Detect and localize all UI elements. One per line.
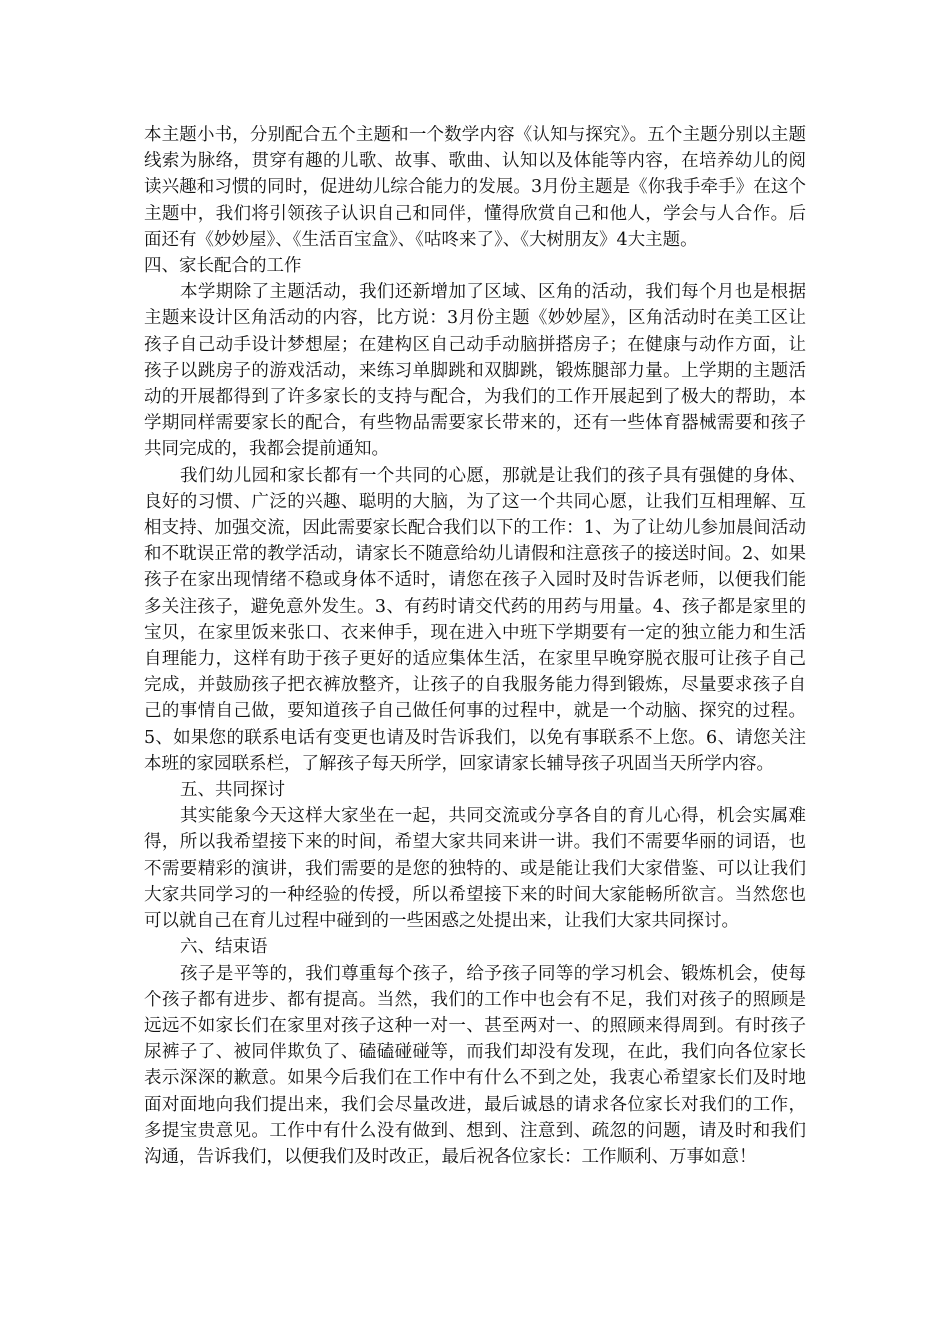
paragraph-area-activities: 本学期除了主题活动，我们还新增加了区域、区角的活动，我们每个月也是根据主题来设计区角活动的内容，比方说：3月份主题《妙妙屋》，区角活动时在美工区让孩子自己动手设计梦想屋；在建构区自己动手动脑拼搭房子；在健康与动作方面，让孩子以跳房子的游戏活动，来练习单脚跳和双脚跳，锻炼腿部力量。上学期的主题活动的开展都得到了许多家长的支持与配合，为我们的工作开展起到了极大的帮助，本学期同样需要家长的配合，有些物品需要家长带来的，还有一些体育器械需要和孩子共同完成的，我都会提前通知。	[144, 282, 806, 460]
heading-parent-cooperation: 四、家长配合的工作	[144, 256, 302, 277]
paragraph-parent-requests: 我们幼儿园和家长都有一个共同的心愿，那就是让我们的孩子具有强健的身体、良好的习惯、广泛的兴趣、聪明的大脑，为了这一个共同心愿，让我们互相理解、互相支持、加强交流，因此需要家长配合我们以下的工作：1、为了让幼儿参加晨间活动和不耽误正常的教学活动，请家长不随意给幼儿请假和注意孩子的接送时间。2、如果孩子在家出现情绪不稳或身体不适时，请您在孩子入园时及时告诉老师，以便我们能多关注孩子，避免意外发生。3、有药时请交代药的用药与用量。4、孩子都是家里的宝贝，在家里饭来张口、衣来伸手，现在进入中班下学期要有一定的独立能力和生活自理能力，这样有助于孩子更好的适应集体生活，在家里早晚穿脱衣服可让孩子自己完成，并鼓励孩子把衣裤放整齐，让孩子的自我服务能力得到锻炼，尽量要求孩子自己的事情自己做，要知道孩子自己做任何事的过程中，就是一个动脑、探究的过程。5、如果您的联系电话有变更也请及时告诉我们，以免有事联系不上您。6、请您关注本班的家园联系栏，了解孩子每天所学，回家请家长辅导孩子巩固当天所学内容。	[144, 465, 806, 774]
document-body	[144, 122, 806, 1170]
heading-closing-remarks: 六、结束语	[180, 937, 268, 958]
paragraph-discussion: 其实能象今天这样大家坐在一起，共同交流或分享各自的育儿心得，机会实属难得，所以我希望接下来的时间，希望大家共同来讲一讲。我们不需要华丽的词语，也不需要精彩的演讲，我们需要的是您的独特的、或是能让我们大家借鉴、可以让我们大家共同学习的一种经验的传授，所以希望接下来的时间大家能畅所欲言。当然您也可以就自己在育儿过程中碰到的一些困惑之处提出来，让我们大家共同探讨。	[144, 806, 806, 932]
paragraph-closing: 孩子是平等的，我们尊重每个孩子，给予孩子同等的学习机会、锻炼机会，使每个孩子都有进步、都有提高。当然，我们的工作中也会有不足，我们对孩子的照顾是远远不如家长们在家里对孩子这种一对一、甚至两对一、的照顾来得周到。有时孩子尿裤子了、被同伴欺负了、磕磕碰碰等，而我们却没有发现，在此，我们向各位家长表示深深的歉意。如果今后我们在工作中有什么不到之处，我衷心希望家长们及时地面对面地向我们提出来，我们会尽量改进，最后诚恳的请求各位家长对我们的工作，多提宝贵意见。工作中有什么没有做到、想到、注意到、疏忽的问题，请及时和我们沟通，告诉我们，以便我们及时改正，最后祝各位家长：工作顺利、万事如意！	[144, 963, 806, 1167]
heading-joint-discussion: 五、共同探讨	[180, 780, 285, 801]
paragraph-theme-books: 本主题小书，分别配合五个主题和一个数学内容《认知与探究》。五个主题分别以主题线索为脉络，贯穿有趣的儿歌、故事、歌曲、认知以及体能等内容，在培养幼儿的阅读兴趣和习惯的同时，促进幼儿综合能力的发展。3月份主题是《你我手牵手》在这个主题中，我们将引领孩子认识自己和同伴，懂得欣赏自己和他人，学会与人合作。后面还有《妙妙屋》、《生活百宝盒》、《咕咚来了》、《大树朋友》4大主题。	[144, 125, 806, 250]
